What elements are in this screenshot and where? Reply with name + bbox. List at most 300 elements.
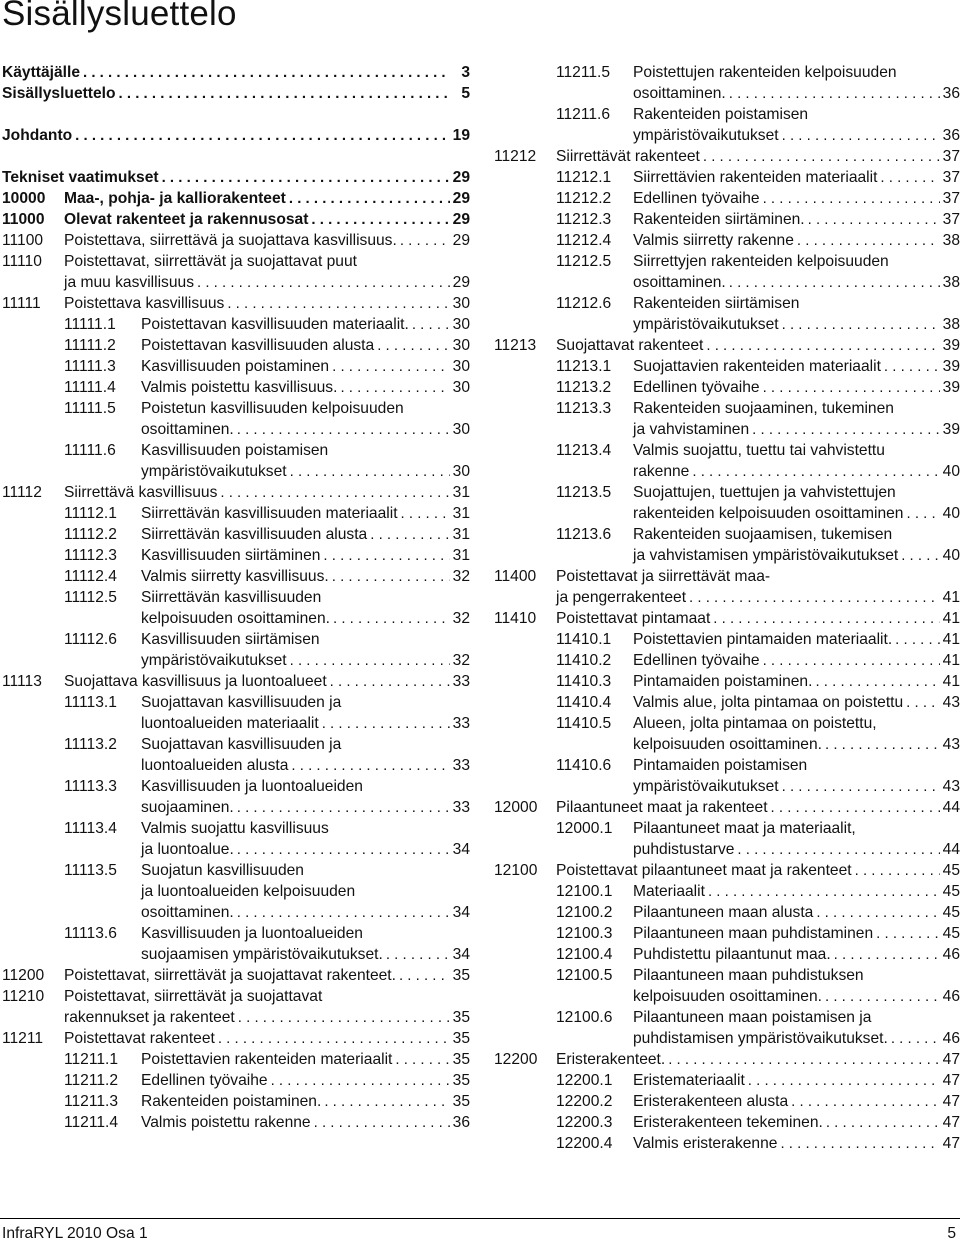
toc-entry[interactable] [494, 188, 960, 209]
toc-entry-number: 11100 [2, 232, 44, 249]
toc-entry-number: 12100 [494, 862, 538, 879]
toc-entry-number: 12100.5 [556, 967, 613, 984]
toc-page-number: 29 [452, 211, 470, 228]
toc-leader-dots [906, 503, 940, 524]
toc-entry-title: Eristerakenteen tekeminen. [633, 1114, 823, 1131]
toc-entry-title: Edellinen työvaihe [141, 1072, 268, 1089]
toc-page-number: 40 [942, 463, 960, 480]
toc-page-number: 33 [452, 757, 470, 774]
toc-leader-dots [324, 1091, 450, 1112]
toc-entry[interactable] [494, 230, 960, 251]
toc-entry[interactable] [494, 356, 960, 377]
toc-entry-title: Siirrettävän kasvillisuuden alusta [141, 526, 368, 543]
toc-entry-title: Pilaantuneen maan puhdistaminen [633, 925, 874, 942]
toc-entry[interactable] [494, 167, 960, 188]
toc-entry-number: 11410.1 [556, 631, 612, 648]
toc-leader-dots [340, 377, 450, 398]
toc-entry-number: 11112.1 [64, 505, 117, 522]
toc-entry-title: Poistettavien rakenteiden materiaalit [141, 1051, 393, 1068]
toc-leader-dots [815, 671, 940, 692]
toc-entry-title: Suojatun kasvillisuuden [141, 862, 304, 879]
toc-leader-dots [220, 482, 450, 503]
toc-entry-number: 12100.3 [556, 925, 613, 942]
toc-leader-dots [238, 1007, 450, 1028]
toc-page-number: 34 [452, 904, 470, 921]
toc-entry[interactable] [2, 776, 470, 818]
toc-leader-dots [891, 1028, 940, 1049]
toc-entry[interactable] [494, 671, 960, 692]
toc-page-number: 37 [942, 148, 960, 165]
toc-page-number: 5 [461, 85, 470, 102]
toc-entry[interactable] [2, 293, 470, 314]
toc-entry[interactable] [494, 1112, 960, 1133]
toc-entry[interactable] [2, 566, 470, 587]
toc-entry-title: ympäristövaikutukset [633, 316, 779, 333]
toc-leader-dots [737, 839, 940, 860]
toc-entry[interactable] [494, 923, 960, 944]
toc-entry[interactable] [2, 377, 470, 398]
toc-page-number: 47 [942, 1135, 960, 1152]
toc-page-number: 33 [452, 673, 470, 690]
toc-leader-dots [271, 1070, 450, 1091]
toc-entry-title: suojaaminen. [141, 799, 234, 816]
toc-leader-dots [333, 608, 450, 629]
toc-leader-dots [816, 902, 940, 923]
toc-entry-title: puhdistustarve [633, 841, 735, 858]
toc-entry[interactable] [2, 230, 470, 251]
toc-leader-dots [692, 461, 940, 482]
toc-entry-number: 11113.2 [64, 736, 117, 753]
toc-leader-dots [290, 461, 450, 482]
toc-page-number: 29 [452, 274, 470, 291]
toc-page-number: 29 [452, 169, 470, 186]
toc-entry-title: Poistettavan kasvillisuuden alusta [141, 337, 375, 354]
toc-entry[interactable] [2, 188, 470, 209]
toc-entry-title: Eristerakenteet. [556, 1051, 666, 1068]
toc-leader-dots [825, 734, 940, 755]
toc-entry[interactable] [494, 335, 960, 356]
toc-page-number: 40 [942, 505, 960, 522]
toc-entry-title: Pintamaiden poistaminen. [633, 673, 813, 690]
toc-entry-title: Pintamaiden poistamisen [633, 757, 808, 774]
toc-entry[interactable] [494, 608, 960, 629]
toc-entry-number: 11113 [2, 673, 42, 690]
toc-entry-title: Rakenteiden poistamisen [633, 106, 809, 123]
toc-entry-number: 12000 [494, 799, 538, 816]
footer-rule [0, 1218, 960, 1219]
toc-entry-title: puhdistamisen ympäristövaikutukset. [633, 1030, 888, 1047]
toc-entry[interactable] [494, 965, 960, 1007]
toc-entry[interactable] [2, 671, 470, 692]
toc-entry-number: 11212.2 [556, 190, 612, 207]
toc-leader-dots [237, 902, 450, 923]
footer-page-number: 5 [947, 1225, 956, 1242]
toc-leader-dots [322, 713, 450, 734]
toc-entry[interactable] [2, 62, 470, 83]
toc-entry-title: Tekniset vaatimukset [2, 169, 159, 186]
toc-entry[interactable] [494, 566, 960, 608]
toc-entry-title: Kasvillisuuden poistamisen [141, 442, 329, 459]
toc-entry-number: 11211.2 [64, 1072, 119, 1089]
toc-entry-title: Suojattava kasvillisuus ja luontoalueet [64, 673, 327, 690]
toc-page-number: 31 [452, 505, 470, 522]
toc-entry[interactable] [2, 1070, 470, 1091]
toc-page-number: 46 [942, 988, 960, 1005]
toc-entry[interactable] [494, 650, 960, 671]
toc-page-number: 33 [452, 799, 470, 816]
toc-entry-title: osoittaminen. [633, 274, 726, 291]
toc-entry-title: Poistettavat ja siirrettävät maa- [556, 568, 771, 585]
toc-entry-number: 11200 [2, 967, 45, 984]
toc-entry-title: Kasvillisuuden ja luontoalueiden [141, 778, 363, 795]
toc-entry-title: Valmis eristerakenne [633, 1135, 778, 1152]
toc-entry[interactable] [2, 167, 470, 188]
toc-leader-dots [237, 839, 450, 860]
toc-entry[interactable] [494, 524, 960, 566]
toc-leader-dots [763, 377, 940, 398]
toc-entry[interactable] [2, 209, 470, 230]
toc-entry-number: 12200.2 [556, 1093, 613, 1110]
toc-entry-title: Eristerakenteen alusta [633, 1093, 789, 1110]
toc-leader-dots [782, 125, 940, 146]
toc-entry-title: ympäristövaikutukset [633, 778, 779, 795]
toc-leader-dots [797, 230, 940, 251]
toc-entry-number: 12000.1 [556, 820, 613, 837]
toc-entry[interactable] [494, 692, 960, 713]
toc-right-column [494, 62, 960, 1154]
toc-entry-title: ympäristövaikutukset [141, 652, 287, 669]
toc-entry-title: luontoalueiden alusta [141, 757, 289, 774]
toc-entry-number: 12100.2 [556, 904, 613, 921]
toc-leader-dots [876, 923, 940, 944]
toc-page-number: 30 [452, 379, 470, 396]
toc-entry-title: Siirrettävät rakenteet [556, 148, 700, 165]
toc-entry-title: ja vahvistamisen ympäristövaikutukset [633, 547, 899, 564]
toc-entry-title: Poistettavien pintamaiden materiaalit. [633, 631, 893, 648]
toc-entry[interactable] [2, 524, 470, 545]
toc-entry-title: Suojattavan kasvillisuuden ja [141, 736, 342, 753]
toc-leader-dots [752, 419, 940, 440]
toc-leader-dots [780, 1133, 940, 1154]
toc-page-number: 40 [942, 547, 960, 564]
toc-entry-title: Edellinen työvaihe [633, 652, 760, 669]
toc-entry-number: 11400 [494, 568, 537, 585]
toc-entry-number: 11213.2 [556, 379, 612, 396]
toc-page-number: 31 [452, 484, 470, 501]
toc-leader-dots [162, 167, 450, 188]
toc-leader-dots [884, 356, 940, 377]
toc-entry[interactable] [494, 944, 960, 965]
toc-leader-dots [729, 272, 940, 293]
toc-entry-title: Pilaantuneen maan puhdistuksen [633, 967, 864, 984]
toc-leader-dots [703, 146, 940, 167]
toc-entry-number: 11213.6 [556, 526, 612, 543]
toc-page-number: 38 [942, 274, 960, 291]
toc-entry-number: 11211.4 [64, 1114, 119, 1131]
toc-entry[interactable] [2, 398, 470, 440]
toc-entry-title: Valmis poistettu rakenne [141, 1114, 311, 1131]
toc-page-number: 46 [942, 1030, 960, 1047]
toc-entry-title: Poistettujen rakenteiden kelpoisuuden [633, 64, 897, 81]
toc-entry[interactable] [494, 1091, 960, 1112]
toc-entry[interactable] [494, 398, 960, 440]
toc-entry-title: Poistettavan kasvillisuuden materiaalit. [141, 316, 409, 333]
toc-entry-number: 10000 [2, 190, 46, 207]
toc-entry[interactable] [494, 902, 960, 923]
toc-entry[interactable] [494, 713, 960, 755]
toc-entry-number: 11111.5 [64, 400, 116, 417]
toc-entry-number: 11000 [2, 211, 45, 228]
toc-entry[interactable] [494, 293, 960, 335]
toc-entry-number: 11212.5 [556, 253, 612, 270]
toc-entry[interactable] [2, 587, 470, 629]
toc-leader-dots [399, 965, 450, 986]
toc-entry-number: 11211.1 [64, 1051, 119, 1068]
toc-leader-dots [237, 797, 450, 818]
toc-leader-dots [412, 314, 450, 335]
toc-leader-dots [771, 797, 940, 818]
toc-leader-dots [311, 209, 450, 230]
toc-page-number: 41 [942, 631, 960, 648]
toc-entry-number: 11210 [2, 988, 45, 1005]
toc-page-number: 35 [452, 1093, 470, 1110]
toc-page-number: 36 [452, 1114, 470, 1131]
toc-leader-dots [227, 293, 450, 314]
toc-entry[interactable] [494, 860, 960, 881]
toc-entry[interactable] [2, 818, 470, 860]
toc-entry-title: Pilaantuneen maan poistamisen ja [633, 1009, 872, 1026]
toc-entry[interactable] [2, 503, 470, 524]
toc-leader-dots [291, 755, 450, 776]
toc-page-number: 46 [942, 946, 960, 963]
toc-entry[interactable] [494, 881, 960, 902]
toc-entry[interactable] [2, 923, 470, 965]
toc-entry-title: ja muu kasvillisuus [64, 274, 194, 291]
toc-page-number: 31 [452, 526, 470, 543]
toc-entry[interactable] [494, 209, 960, 230]
toc-entry-number: 11112.2 [64, 526, 117, 543]
toc-page-number: 37 [942, 211, 960, 228]
toc-entry-title: rakenteiden kelpoisuuden osoittaminen [633, 505, 904, 522]
toc-entry[interactable] [494, 797, 960, 818]
toc-entry-title: Siirrettävä kasvillisuus [64, 484, 218, 501]
toc-entry-title: Materiaalit [633, 883, 705, 900]
toc-entry[interactable] [2, 440, 470, 482]
toc-page-number: 43 [942, 778, 960, 795]
toc-entry[interactable] [2, 1028, 470, 1049]
toc-entry-number: 12200.3 [556, 1114, 613, 1131]
toc-entry-title: Valmis alue, jolta pintamaa on poistettu [633, 694, 904, 711]
toc-entry-title: Suojattavat rakenteet [556, 337, 704, 354]
toc-leader-dots [332, 566, 450, 587]
toc-spacer [2, 104, 470, 125]
toc-entry[interactable] [2, 629, 470, 671]
toc-entry-title: Kasvillisuuden siirtäminen [141, 547, 321, 564]
toc-page-number: 45 [942, 862, 960, 879]
toc-entry-title: Rakenteiden poistaminen. [141, 1093, 322, 1110]
toc-leader-dots [83, 62, 450, 83]
toc-entry[interactable] [2, 1091, 470, 1112]
toc-entry-number: 12200 [494, 1051, 538, 1068]
toc-entry[interactable] [2, 734, 470, 776]
toc-page-number: 47 [942, 1072, 960, 1089]
toc-entry-title: Poistettava kasvillisuus [64, 295, 225, 312]
toc-page-number: 30 [452, 337, 470, 354]
toc-entry-number: 11111.4 [64, 379, 116, 396]
toc-entry-title: luontoalueiden materiaalit [141, 715, 319, 732]
toc-entry-number: 11213.3 [556, 400, 612, 417]
toc-entry[interactable] [494, 482, 960, 524]
toc-entry-title: Olevat rakenteet ja rakennusosat [64, 211, 309, 228]
toc-page-number: 47 [942, 1051, 960, 1068]
toc-leader-dots [782, 776, 940, 797]
toc-entry[interactable] [2, 356, 470, 377]
toc-entry-number: 11112.3 [64, 547, 117, 564]
toc-entry[interactable] [494, 377, 960, 398]
toc-entry-title: Kasvillisuuden ja luontoalueiden [141, 925, 363, 942]
toc-entry[interactable] [2, 1112, 470, 1133]
toc-entry[interactable] [2, 335, 470, 356]
toc-entry[interactable] [2, 83, 470, 104]
toc-page-number: 45 [942, 904, 960, 921]
toc-entry[interactable] [494, 251, 960, 293]
toc-leader-dots [729, 83, 940, 104]
toc-leader-dots [791, 1091, 940, 1112]
toc-entry[interactable] [494, 440, 960, 482]
toc-entry-number: 11211.6 [556, 106, 611, 123]
toc-entry[interactable] [494, 1007, 960, 1049]
toc-page-number: 35 [452, 1030, 470, 1047]
toc-leader-dots [75, 125, 450, 146]
toc-entry[interactable] [2, 692, 470, 734]
toc-leader-dots [825, 986, 940, 1007]
toc-entry-title: Rakenteiden suojaaminen, tukeminen [633, 400, 894, 417]
toc-entry-title: Edellinen työvaihe [633, 190, 760, 207]
toc-page-number: 30 [452, 421, 470, 438]
toc-entry-title: Suojattujen, tuettujen ja vahvistettujen [633, 484, 896, 501]
toc-entry[interactable] [2, 482, 470, 503]
toc-leader-dots [386, 944, 450, 965]
toc-entry-number: 11110 [2, 253, 42, 270]
toc-entry-title: Kasvillisuuden poistaminen [141, 358, 330, 375]
toc-entry[interactable] [494, 629, 960, 650]
toc-entry[interactable] [2, 1049, 470, 1070]
toc-leader-dots [713, 608, 940, 629]
toc-entry-title: Poistettavat rakenteet [64, 1030, 215, 1047]
toc-leader-dots [763, 188, 940, 209]
toc-entry[interactable] [2, 251, 470, 293]
toc-entry[interactable] [494, 1070, 960, 1091]
toc-entry-title: Pilaantuneet maat ja rakenteet [556, 799, 768, 816]
toc-entry-number: 11113.4 [64, 820, 117, 837]
toc-entry-title: rakenne [633, 463, 690, 480]
toc-leader-dots [808, 209, 940, 230]
toc-entry-title: Käyttäjälle [2, 64, 81, 81]
toc-entry[interactable] [494, 818, 960, 860]
toc-entry-title: ja pengerrakenteet [556, 589, 687, 606]
toc-entry-number: 11112.5 [64, 589, 117, 606]
toc-leader-dots [197, 272, 450, 293]
toc-page-number: 47 [942, 1114, 960, 1131]
toc-spacer [2, 146, 470, 167]
toc-entry[interactable] [494, 146, 960, 167]
toc-entry[interactable] [2, 314, 470, 335]
toc-entry[interactable] [2, 986, 470, 1028]
toc-entry-number: 11211 [2, 1030, 44, 1047]
toc-page-number: 41 [942, 589, 960, 606]
toc-entry-title: ympäristövaikutukset [633, 127, 779, 144]
toc-entry-title: Valmis suojattu, tuettu tai vahvistettu [633, 442, 885, 459]
toc-leader-dots [834, 944, 940, 965]
toc-entry-number: 11111.1 [64, 316, 116, 333]
toc-leader-dots [855, 860, 940, 881]
toc-leader-dots [668, 1049, 940, 1070]
toc-leader-dots [708, 881, 940, 902]
toc-entry-title: Rakenteiden siirtäminen. [633, 211, 805, 228]
toc-entry-title: suojaamisen ympäristövaikutukset. [141, 946, 383, 963]
toc-entry[interactable] [2, 965, 470, 986]
toc-entry-title: kelpoisuuden osoittaminen. [633, 736, 822, 753]
toc-page-number: 44 [942, 841, 960, 858]
toc-entry-number: 11213.5 [556, 484, 612, 501]
toc-left-column [2, 62, 470, 1133]
toc-page-number: 30 [452, 463, 470, 480]
toc-entry-number: 12100.6 [556, 1009, 613, 1026]
toc-page-number: 36 [942, 127, 960, 144]
toc-leader-dots [395, 1049, 450, 1070]
toc-entry-number: 11410.3 [556, 673, 612, 690]
toc-entry-number: 11213.1 [556, 358, 612, 375]
toc-entry[interactable] [2, 860, 470, 923]
toc-entry-title: Suojattavien rakenteiden materiaalit [633, 358, 881, 375]
toc-page-number: 44 [942, 799, 960, 816]
toc-entry-number: 11213.4 [556, 442, 612, 459]
toc-entry[interactable] [494, 1049, 960, 1070]
toc-entry-number: 11410.2 [556, 652, 612, 669]
toc-entry-title: Poistettavat, siirrettävät ja suojattavat puut [64, 253, 357, 270]
toc-leader-dots [895, 629, 940, 650]
toc-leader-dots [332, 356, 450, 377]
toc-page-number: 19 [452, 127, 470, 144]
toc-entry-title: ja vahvistaminen [633, 421, 750, 438]
toc-entry-title: Siirrettävien rakenteiden materiaalit [633, 169, 878, 186]
toc-entry[interactable] [2, 125, 470, 146]
toc-entry-title: kelpoisuuden osoittaminen. [141, 610, 330, 627]
toc-entry-number: 11112.6 [64, 631, 117, 648]
toc-leader-dots [330, 671, 450, 692]
toc-entry-number: 11113.1 [64, 694, 117, 711]
toc-page-number: 30 [452, 358, 470, 375]
toc-entry-title: Pilaantuneet maat ja materiaalit, [633, 820, 856, 837]
toc-page-number: 32 [452, 568, 470, 585]
toc-page-number: 43 [942, 736, 960, 753]
toc-entry[interactable] [494, 1133, 960, 1154]
toc-entry-number: 11111.6 [64, 442, 116, 459]
toc-entry-number: 11212.6 [556, 295, 612, 312]
toc-entry[interactable] [2, 545, 470, 566]
toc-entry[interactable] [494, 62, 960, 104]
toc-page-number: 43 [942, 694, 960, 711]
toc-entry[interactable] [494, 755, 960, 797]
toc-entry-title: Johdanto [2, 127, 73, 144]
toc-entry-title: ja luontoalue. [141, 841, 234, 858]
toc-page-number: 34 [452, 946, 470, 963]
toc-entry-number: 11212 [494, 148, 537, 165]
toc-page-number: 39 [942, 379, 960, 396]
toc-entry[interactable] [494, 104, 960, 146]
toc-entry-title: Valmis siirretty kasvillisuus. [141, 568, 329, 585]
toc-entry-number: 12200.4 [556, 1135, 613, 1152]
